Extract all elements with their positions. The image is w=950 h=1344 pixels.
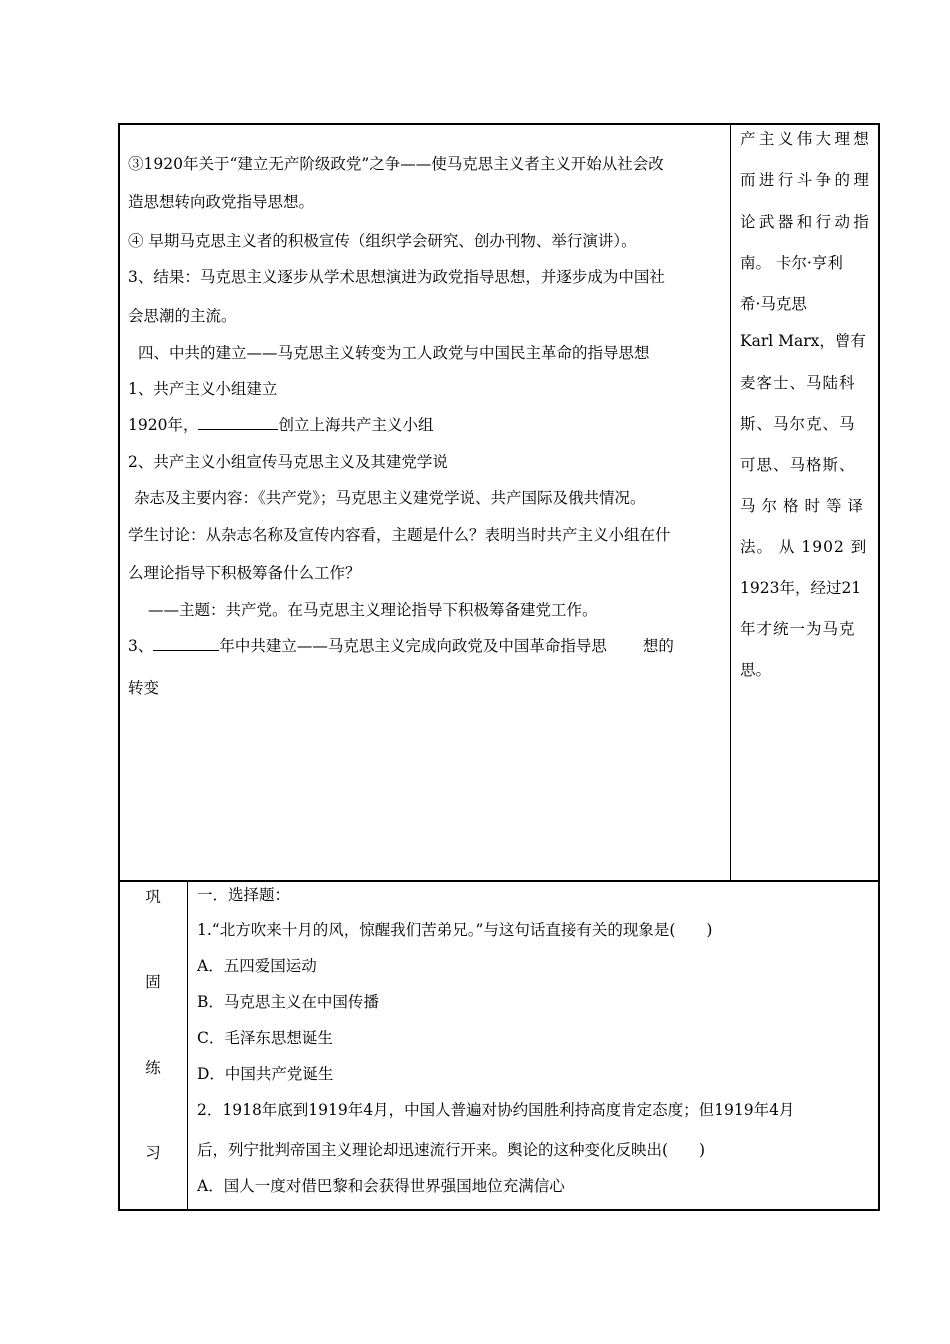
- main-line-5: 会思潮的主流。: [128, 307, 237, 325]
- side-note-11: 法。 从 1902 到: [740, 538, 868, 556]
- side-note-14: 思。: [740, 661, 772, 679]
- option-b[interactable]: B．马克思主义在中国传播: [197, 993, 379, 1011]
- table-border-right: [878, 123, 880, 1211]
- exercise-heading: 一．选择题：: [197, 886, 291, 904]
- side-note-8: 斯、马尔克、马: [740, 415, 856, 433]
- row-label-char-1: 巩: [145, 888, 161, 906]
- q2-option-a[interactable]: A．国人一度对借巴黎和会获得世界强国地位充满信心: [197, 1177, 565, 1195]
- main-line-3: ④ 早期马克思主义者的积极宣传（组织学会研究、创办刊物、举行演讲）。: [128, 232, 637, 250]
- side-note-12: 1923年，经过21: [740, 579, 862, 597]
- row-label-char-4: 习: [145, 1144, 161, 1162]
- section-heading: 四、中共的建立——马克思主义转变为工人政党与中国民主革命的指导思想: [138, 344, 650, 362]
- side-note-13: 年才统一为马克: [740, 620, 856, 638]
- side-note-4: 南。 卡尔·亨利: [740, 254, 843, 272]
- side-note-6: Karl Marx，曾有: [740, 332, 866, 350]
- row-label-char-3: 练: [145, 1059, 161, 1077]
- main-line-4: 3、结果：马克思主义逐步从学术思想演进为政党指导思想，并逐步成为中国社: [128, 268, 665, 286]
- table-border-top: [118, 123, 880, 125]
- main-line-2: 造思想转向政党指导思想。: [128, 193, 315, 211]
- side-note-1: 产主义伟大理想: [740, 130, 873, 148]
- option-d[interactable]: D．中国共产党诞生: [197, 1065, 334, 1083]
- side-note-3: 论武器和行动指: [740, 213, 873, 231]
- side-note-9: 可思、马格斯、: [740, 456, 856, 474]
- main-line-9: 2、共产主义小组宣传马克思主义及其建党学说: [128, 453, 448, 471]
- row-label-char-2: 固: [145, 973, 161, 991]
- main-line-8: 1920年， 创立上海共产主义小组: [128, 416, 434, 434]
- main-line-11: 学生讨论：从杂志名称及宣传内容看，主题是什么？表明当时共产主义小组在什: [128, 526, 671, 544]
- main-line-7: 1、共产主义小组建立: [128, 380, 278, 398]
- side-note-2: 而进行斗争的理: [740, 171, 873, 189]
- side-note-10: 马尔格时等译: [740, 497, 870, 515]
- side-note-7: 麦客士、马陆科: [740, 374, 856, 392]
- question-1: 1.“北方吹来十月的风，惊醒我们苦弟兄。”与这句话直接有关的现象是( ): [197, 921, 713, 939]
- fill-blank-1[interactable]: [198, 415, 278, 430]
- main-line-15: 转变: [128, 679, 160, 697]
- row-divider: [118, 880, 880, 882]
- option-c[interactable]: C．毛泽东思想诞生: [197, 1029, 333, 1047]
- side-note-5: 希·马克思: [740, 295, 807, 313]
- main-line-1: ③1920年关于“建立无产阶级政党”之争——使马克思主义者主义开始从社会改: [128, 155, 664, 173]
- main-line-10: 杂志及主要内容：《共产党》；马克思主义建党学说、共产国际及俄共情况。: [134, 489, 646, 507]
- main-line-14: 3、 年中共建立——马克思主义完成向政党及中国革命指导思 想的: [128, 637, 674, 655]
- main-line-12: 么理论指导下积极筹备什么工作？: [128, 564, 361, 582]
- option-a[interactable]: A．五四爱国运动: [197, 957, 317, 975]
- column-divider-notes: [730, 123, 731, 881]
- question-2-line-2: 后，列宁批判帝国主义理论却迅速流行开来。舆论的这种变化反映出( ): [197, 1141, 706, 1159]
- table-border-bottom: [118, 1209, 880, 1211]
- table-border-left: [118, 123, 120, 1211]
- main-line-13: ——主题：共产党。在马克思主义理论指导下积极筹备建党工作。: [148, 601, 598, 619]
- fill-blank-2[interactable]: [153, 636, 219, 651]
- question-2-line-1: 2．1918年底到1919年4月，中国人普遍对协约国胜利持高度肯定态度；但1919年4月: [197, 1101, 795, 1119]
